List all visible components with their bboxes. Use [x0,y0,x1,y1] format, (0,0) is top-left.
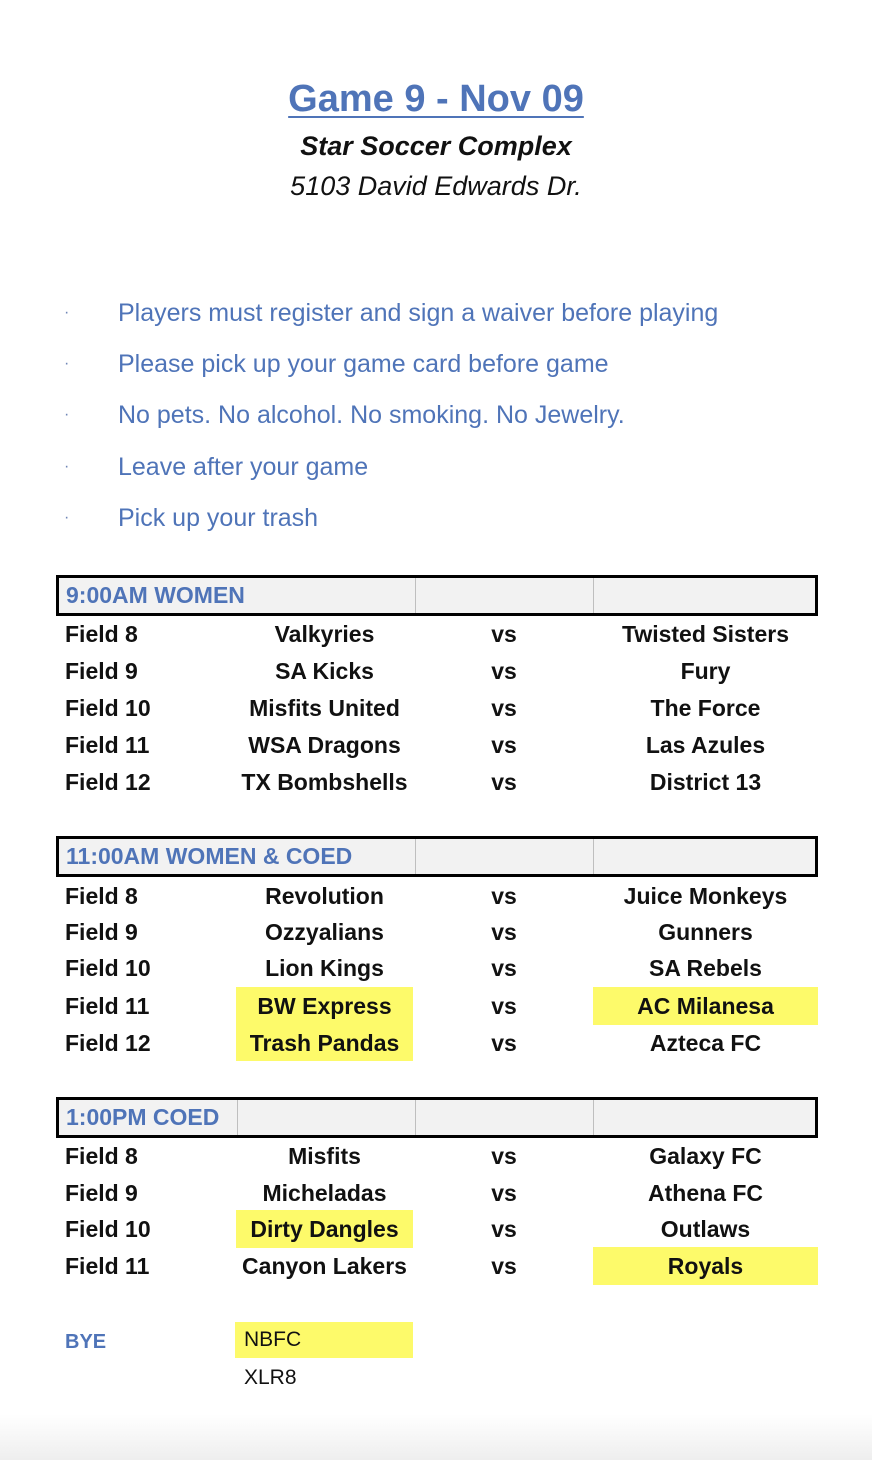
schedule-section-1pm [56,1097,818,1287]
section-header [56,1097,818,1138]
section-header [56,575,818,616]
vs-label: vs [491,883,517,909]
page-bottom-shadow [0,1414,872,1460]
away-team: SA Rebels [649,955,762,981]
vs-label: vs [491,1030,517,1056]
section-header [56,836,818,877]
home-team: Misfits [288,1143,361,1169]
field-label: Field 8 [65,621,138,647]
vs-label: vs [491,919,517,945]
game-row [56,1138,818,1175]
section-title: 9:00AM WOMEN [66,582,245,608]
section-title: 11:00AM WOMEN & COED [66,843,353,869]
vs-label: vs [491,695,517,721]
page-title: Game 9 - Nov 09 [288,78,584,120]
vs-label: vs [491,1180,517,1206]
field-label: Field 10 [65,695,151,721]
away-team: Fury [680,658,731,684]
vs-label: vs [491,658,517,684]
home-team-highlighted: Dirty Dangles [236,1210,413,1248]
rule-item [0,444,872,495]
game-row [56,1175,818,1212]
away-team: Outlaws [660,1216,751,1242]
game-row [56,950,818,987]
field-label: Field 9 [65,919,138,945]
home-team: WSA Dragons [248,732,401,758]
field-label: Field 9 [65,1180,138,1206]
home-team: TX Bombshells [241,769,408,795]
field-label: Field 12 [65,769,151,795]
venue-address: 5103 David Edwards Dr. [290,171,582,201]
vs-label: vs [491,955,517,981]
rules-list [0,290,872,546]
bullet-icon: · [64,457,70,475]
rule-text: No pets. No alcohol. No smoking. No Jewelry. [118,401,625,430]
section-title: 1:00PM COED [66,1104,220,1130]
home-team: Canyon Lakers [242,1253,407,1279]
game-row [56,690,818,727]
away-team: Gunners [658,919,753,945]
rule-item [0,392,872,443]
away-team: Twisted Sisters [621,621,790,647]
home-team-highlighted: BW Express [236,987,413,1025]
vs-label: vs [491,769,517,795]
game-row [56,653,818,690]
bye-team: XLR8 [244,1366,297,1389]
home-team: SA Kicks [275,658,374,684]
rule-text: Players must register and sign a waiver before playing [118,299,719,327]
game-row [56,1247,818,1285]
bullet-icon: · [64,406,70,424]
schedule-section-9am [56,575,818,800]
bye-team-highlighted: NBFC [235,1322,413,1358]
schedule-section-11am [56,836,818,1062]
away-team: Juice Monkeys [623,883,788,909]
away-team: Galaxy FC [649,1143,762,1169]
game-row [56,878,818,915]
field-label: Field 11 [65,1253,150,1279]
vs-label: vs [491,621,517,647]
rule-text: Please pick up your game card before game [118,350,609,379]
vs-label: vs [491,1216,517,1242]
bye-label: BYE [65,1331,107,1353]
away-team: Las Azules [645,732,766,758]
game-row [56,1025,818,1061]
away-team-highlighted: Royals [593,1247,818,1285]
game-row [56,1210,818,1248]
vs-label: vs [491,1253,517,1279]
home-team: Valkyries [274,621,375,647]
header-cell [237,1100,416,1135]
header-cell [415,1100,594,1135]
away-team-highlighted: AC Milanesa [593,987,818,1025]
home-team: Misfits United [249,695,400,721]
field-label: Field 10 [65,955,151,981]
bullet-icon: · [64,355,70,373]
home-team: Lion Kings [265,955,384,981]
home-team-highlighted: Trash Pandas [236,1025,413,1061]
game-row [56,914,818,951]
rule-item [0,290,872,341]
away-team: Azteca FC [649,1030,762,1056]
rule-item [0,495,872,546]
game-row [56,764,818,801]
rule-text: Leave after your game [118,452,369,481]
field-label: Field 10 [65,1216,151,1242]
away-team: Athena FC [648,1180,763,1206]
away-team: The Force [650,695,761,721]
header-cell [415,839,594,874]
vs-label: vs [491,732,517,758]
vs-label: vs [491,1143,517,1169]
vs-label: vs [491,993,517,1019]
field-label: Field 11 [65,993,150,1019]
venue-name: Star Soccer Complex [300,131,572,161]
bullet-icon: · [64,304,70,321]
field-label: Field 12 [65,1030,151,1056]
away-team: District 13 [649,769,762,795]
field-label: Field 8 [65,1143,138,1169]
game-row [56,616,818,653]
page-header [0,74,872,206]
home-team: Revolution [265,883,384,909]
header-cell [415,578,594,613]
rule-text: Pick up your trash [118,503,319,532]
field-label: Field 8 [65,883,138,909]
home-team: Micheladas [262,1180,387,1206]
home-team: Ozzyalians [265,919,384,945]
bullet-icon: · [64,508,70,526]
field-label: Field 9 [65,658,138,684]
game-row [56,727,818,764]
game-row [56,987,818,1025]
rule-item [0,341,872,392]
field-label: Field 11 [65,732,150,758]
